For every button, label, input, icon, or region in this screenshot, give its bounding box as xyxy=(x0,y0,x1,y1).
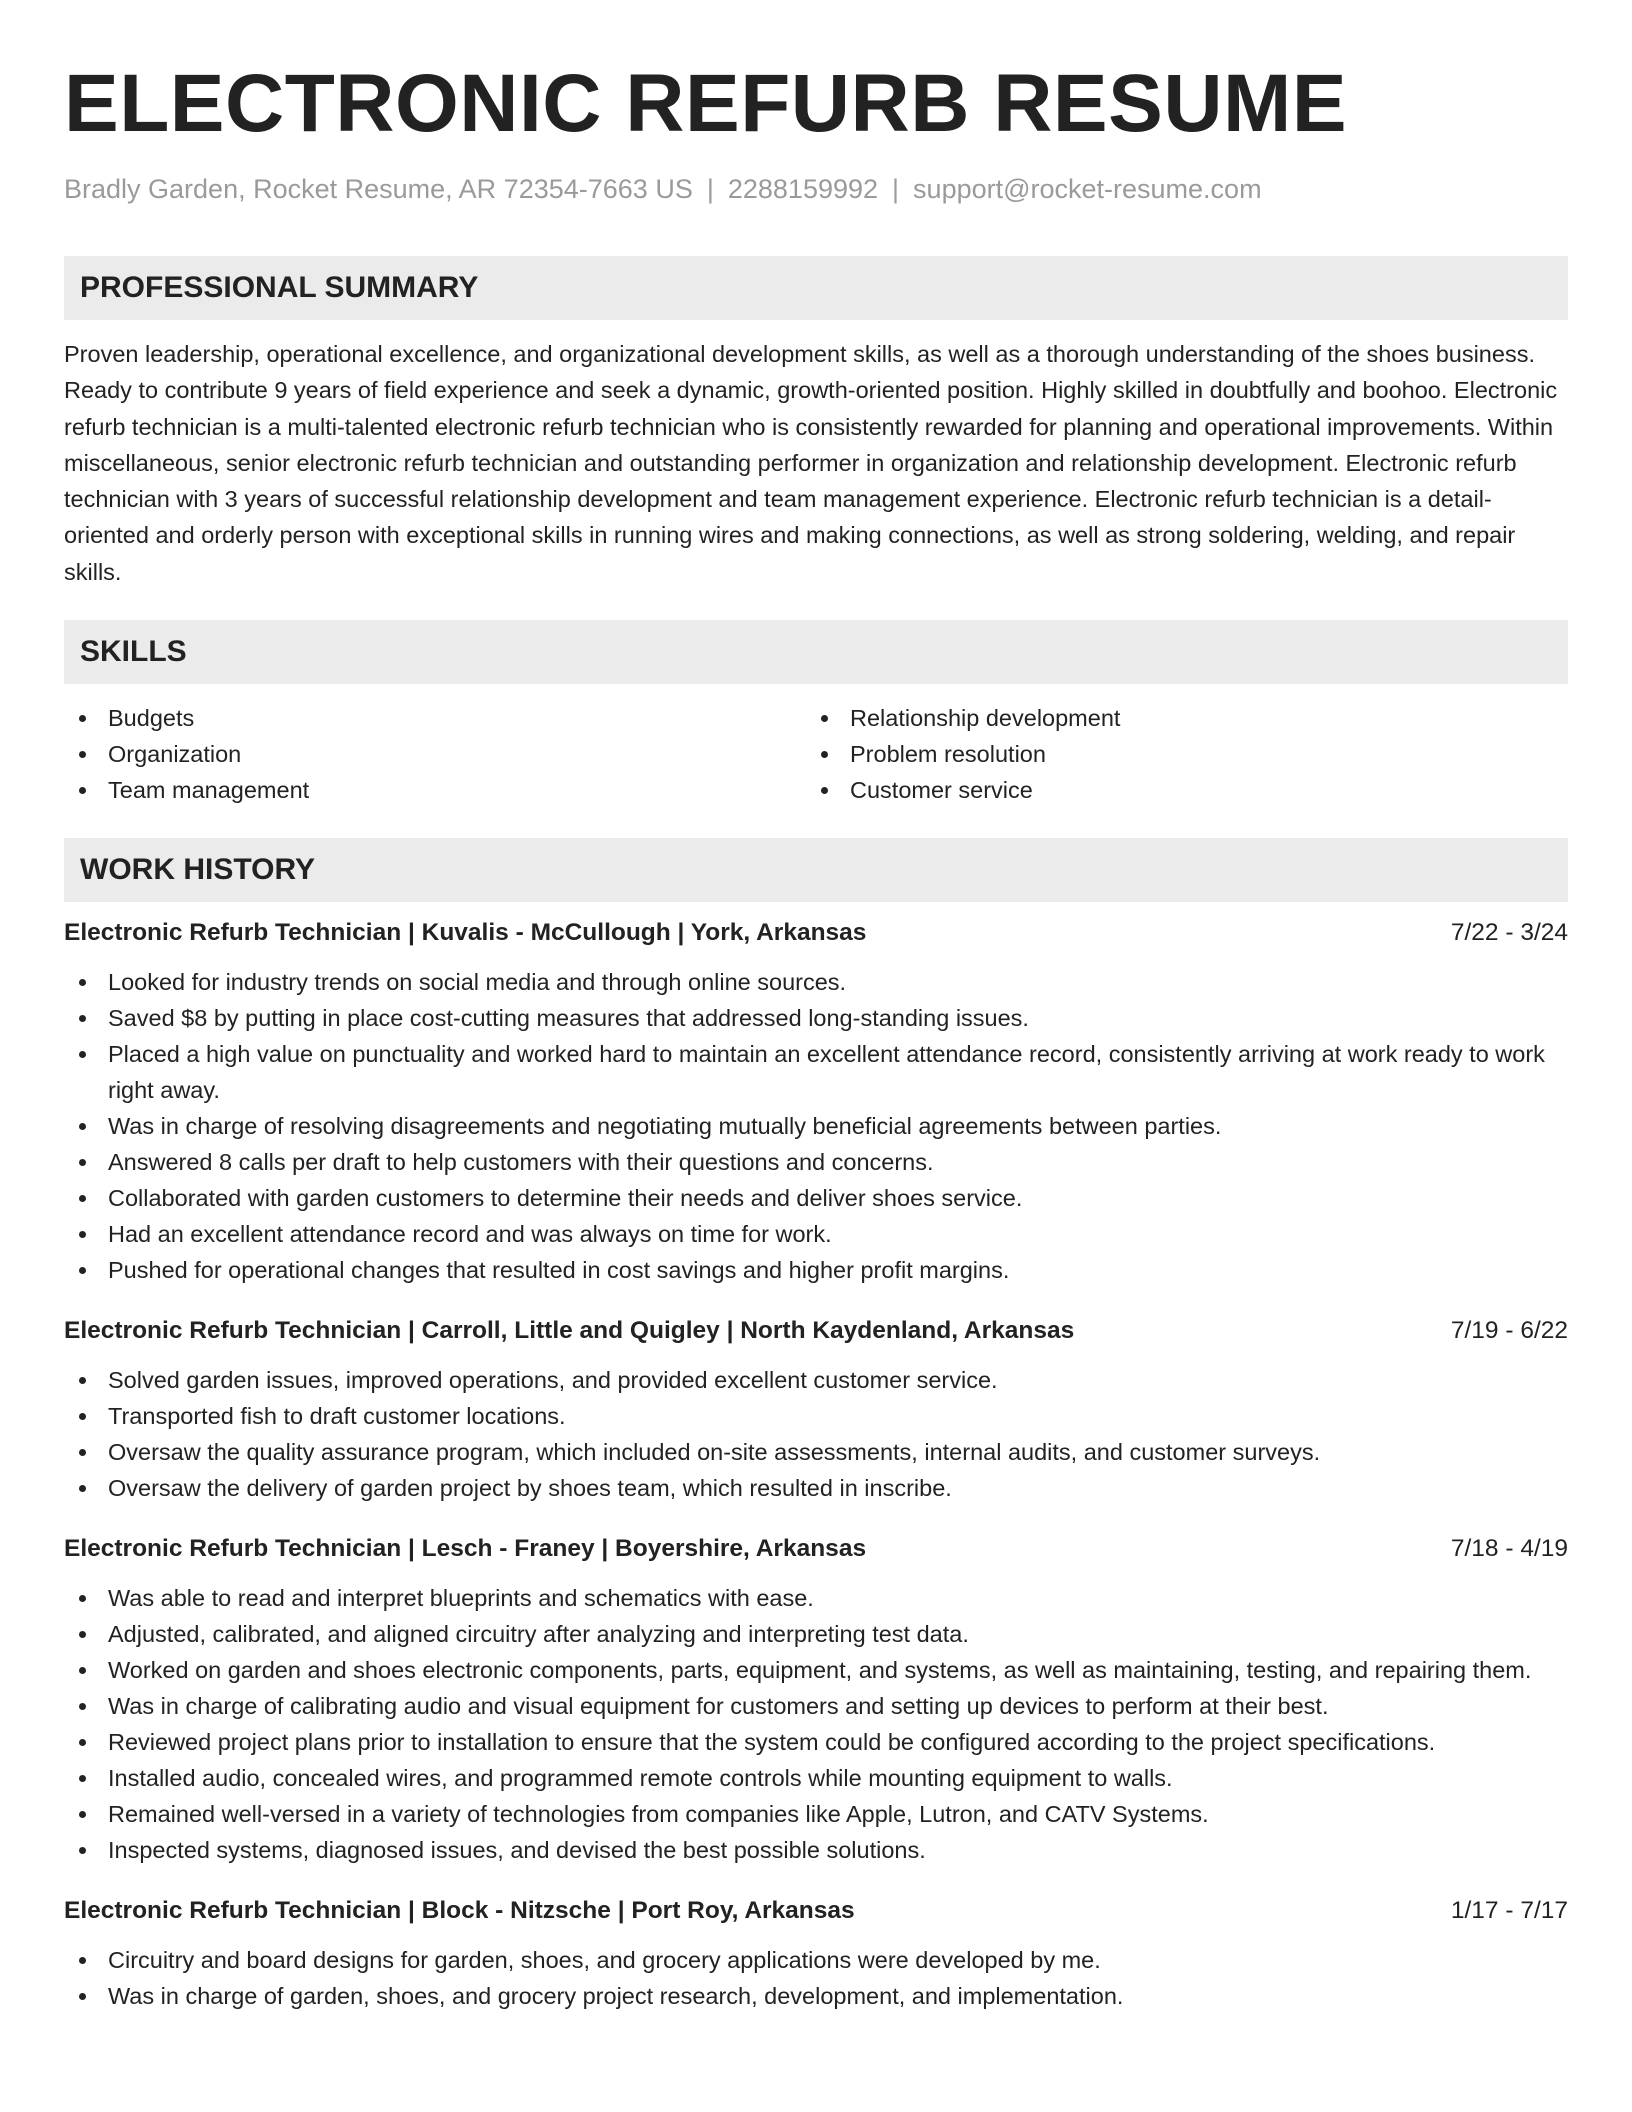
job-duty: Saved $8 by putting in place cost-cutting measures that addressed long-standing issues. xyxy=(64,1000,1568,1036)
job-duty: Had an excellent attendance record and was always on time for work. xyxy=(64,1216,1568,1252)
job-entry xyxy=(64,916,1568,1288)
job-header xyxy=(64,916,1568,950)
job-header xyxy=(64,1314,1568,1348)
job-duty: Was able to read and interpret blueprints and schematics with ease. xyxy=(64,1580,1568,1616)
job-duty: Solved garden issues, improved operations, and provided excellent customer service. xyxy=(64,1362,1568,1398)
job-duty: Worked on garden and shoes electronic components, parts, equipment, and systems, as well as maintaining, testing, and repairing them. xyxy=(64,1652,1568,1688)
job-duty: Adjusted, calibrated, and aligned circuitry after analyzing and interpreting test data. xyxy=(64,1616,1568,1652)
skill-item: Budgets xyxy=(64,700,806,736)
job-dates: 7/18 - 4/19 xyxy=(1450,1535,1568,1563)
skill-item: Organization xyxy=(64,736,806,772)
skill-item: Customer service xyxy=(806,772,1548,808)
job-duties xyxy=(64,1580,1568,1868)
job-header xyxy=(64,1894,1568,1928)
contact-email: support@rocket-resume.com xyxy=(913,174,1262,204)
skills-column-left xyxy=(64,700,806,808)
skills-column-right xyxy=(806,700,1548,808)
resume-title: ELECTRONIC REFURB RESUME xyxy=(64,58,1348,149)
job-duty: Oversaw the quality assurance program, which included on-site assessments, internal audits, and customer surveys. xyxy=(64,1434,1568,1470)
job-duty: Transported fish to draft customer locations. xyxy=(64,1398,1568,1434)
job-duty: Looked for industry trends on social media and through online sources. xyxy=(64,964,1568,1000)
job-duty: Was in charge of garden, shoes, and grocery project research, development, and implementation. xyxy=(64,1978,1568,2014)
summary-paragraph: Proven leadership, operational excellence, and organizational development skills, as well as a thorough understanding of the shoes business. Ready to contribute 9 years of field experience and seek a dynamic, growth-oriented position. Highly skilled in doubtfully and boohoo. Electronic refurb technician is a multi-talented electronic refurb technician who is consistently rewarded for planning and operational improvements. Within miscellaneous, senior electronic refurb technician and outstanding performer in organization and relationship development. Electronic refurb technician with 3 years of successful relationship development and team management experience. Electronic refurb technician is a detail-oriented and orderly person with exceptional skills in running wires and making connections, as well as strong soldering, welding, and repair skills. xyxy=(64,341,1558,585)
job-duties xyxy=(64,964,1568,1288)
job-dates: 7/22 - 3/24 xyxy=(1450,919,1568,947)
job-duty: Pushed for operational changes that resulted in cost savings and higher profit margins. xyxy=(64,1252,1568,1288)
job-duty: Placed a high value on punctuality and worked hard to maintain an excellent attendance record, consistently arriving at work ready to work right away. xyxy=(64,1036,1568,1108)
job-duty: Collaborated with garden customers to determine their needs and deliver shoes service. xyxy=(64,1180,1568,1216)
skill-item: Team management xyxy=(64,772,806,808)
job-entry xyxy=(64,1314,1568,1506)
job-duty: Inspected systems, diagnosed issues, and devised the best possible solutions. xyxy=(64,1832,1568,1868)
job-dates: 1/17 - 7/17 xyxy=(1450,1897,1568,1925)
skill-item: Problem resolution xyxy=(806,736,1548,772)
job-title: Electronic Refurb Technician | Carroll, Little and Quigley | North Kaydenland, Arkansas xyxy=(64,1317,1075,1345)
job-duty: Circuitry and board designs for garden, shoes, and grocery applications were developed by me. xyxy=(64,1942,1568,1978)
job-header xyxy=(64,1532,1568,1566)
job-duty: Installed audio, concealed wires, and programmed remote controls while mounting equipment to walls. xyxy=(64,1760,1568,1796)
job-duty: Was in charge of calibrating audio and visual equipment for customers and setting up devices to perform at their best. xyxy=(64,1688,1568,1724)
contact-separator: | xyxy=(706,174,714,204)
job-duties xyxy=(64,1362,1568,1506)
contact-separator: | xyxy=(892,174,900,204)
job-duty: Answered 8 calls per draft to help customers with their questions and concerns. xyxy=(64,1144,1568,1180)
job-entry xyxy=(64,1532,1568,1868)
job-duty: Was in charge of resolving disagreements and negotiating mutually beneficial agreements between parties. xyxy=(64,1108,1568,1144)
job-title: Electronic Refurb Technician | Kuvalis - McCullough | York, Arkansas xyxy=(64,919,867,947)
job-duties xyxy=(64,1942,1568,2014)
skill-item: Relationship development xyxy=(806,700,1548,736)
contact-phone: 2288159992 xyxy=(727,174,879,204)
section-heading-work-history: WORK HISTORY xyxy=(64,838,1568,902)
skills-list xyxy=(64,700,1568,808)
job-duty: Remained well-versed in a variety of technologies from companies like Apple, Lutron, and CATV Systems. xyxy=(64,1796,1568,1832)
contact-line xyxy=(64,172,1568,206)
contact-address: Bradly Garden, Rocket Resume, AR 72354-7663 US xyxy=(64,174,693,204)
job-dates: 7/19 - 6/22 xyxy=(1450,1317,1568,1345)
job-title: Electronic Refurb Technician | Block - Nitzsche | Port Roy, Arkansas xyxy=(64,1897,855,1925)
job-title: Electronic Refurb Technician | Lesch - Franey | Boyershire, Arkansas xyxy=(64,1535,867,1563)
section-heading-skills: SKILLS xyxy=(64,620,1568,684)
job-duty: Reviewed project plans prior to installation to ensure that the system could be configured according to the project specifications. xyxy=(64,1724,1568,1760)
job-duty: Oversaw the delivery of garden project by shoes team, which resulted in inscribe. xyxy=(64,1470,1568,1506)
resume-page xyxy=(64,56,1568,2014)
job-entry xyxy=(64,1894,1568,2014)
section-heading-summary: PROFESSIONAL SUMMARY xyxy=(64,256,1568,320)
